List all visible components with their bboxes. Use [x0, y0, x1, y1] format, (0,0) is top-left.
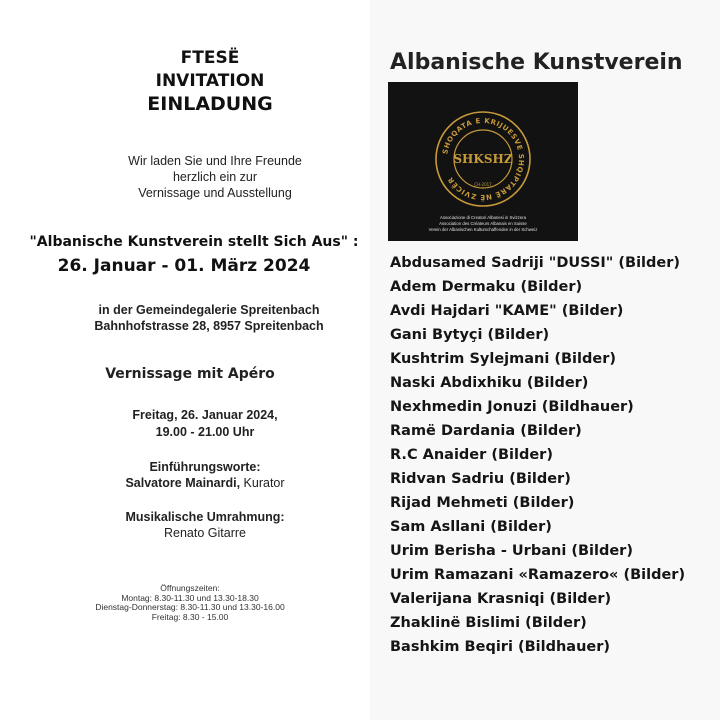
- logo-caption-line: Association des Créateurs Albanais en Suisse: [439, 221, 527, 226]
- venue-line: in der Gemeindegalerie Spreitenbach: [98, 303, 320, 317]
- logo-caption-line: Verein der Albanischen Kulturschaffenden in der Schweiz: [428, 227, 538, 232]
- event-date-time: [20, 407, 390, 441]
- introduction-speaker: [20, 459, 390, 491]
- artist-item: Sam Asllani (Bilder): [390, 519, 552, 535]
- curator-line: [20, 475, 390, 491]
- curator-name: Salvatore Mainardi,: [125, 476, 241, 490]
- artist-item: Valerijana Krasniqi (Bilder): [390, 591, 612, 607]
- vernissage-heading: Vernissage mit Apéro: [105, 366, 275, 382]
- event-time: 19.00 - 21.00 Uhr: [155, 425, 255, 439]
- artist-item: Zhaklinë Bislimi (Bilder): [390, 615, 587, 631]
- music-label: Musikalische Umrahmung:: [125, 510, 285, 524]
- artist-item: Ramë Dardania (Bilder): [390, 423, 582, 439]
- artist-item: Bashkim Beqiri (Bildhauer): [390, 639, 611, 655]
- heading-albanian: FTESË: [180, 48, 240, 68]
- event-date: Freitag, 26. Januar 2024,: [132, 408, 278, 422]
- logo-ring-text: SHOQATA E KRIJUESVE SHQIPTARË NË ZVICËR: [441, 116, 526, 202]
- hours-line: Montag: 8.30-11.30 und 13.30-18.30: [121, 592, 259, 603]
- artist-item: Avdi Hajdari "KAME" (Bilder): [390, 303, 624, 319]
- exhibition-dates: 26. Januar - 01. März 2024: [57, 256, 311, 276]
- intro-words-label: Einführungsworte:: [149, 460, 261, 474]
- intro-line: Vernissage und Ausstellung: [138, 186, 292, 200]
- artist-item: Nexhmedin Jonuzi (Bildhauer): [390, 399, 634, 415]
- artist-item: Rijad Mehmeti (Bilder): [390, 495, 575, 511]
- curator-role: Kurator: [240, 476, 285, 490]
- music-info: [20, 509, 390, 541]
- artist-item: Naski Abdixhiku (Bilder): [390, 375, 589, 391]
- artist-item: Abdusamed Sadriji "DUSSI" (Bilder): [390, 255, 681, 271]
- logo-monogram: SHKSHZ: [453, 152, 513, 166]
- heading-german: EINLADUNG: [147, 93, 273, 115]
- logo-emblem-icon: [388, 82, 578, 241]
- artist-item: Ridvan Sadriu (Bilder): [390, 471, 571, 487]
- hours-title: Öffnungszeiten:: [160, 583, 220, 593]
- artist-list: [390, 251, 685, 659]
- intro-line: Wir laden Sie und Ihre Freunde: [128, 154, 302, 168]
- artist-item: R.C Anaider (Bilder): [390, 447, 553, 463]
- music-name: Renato Gitarre: [164, 526, 246, 540]
- logo-caption-line: Associazione di Creatori Albanesi in Svizzera: [440, 215, 526, 220]
- venue-line: Bahnhofstrasse 28, 8957 Spreitenbach: [94, 319, 324, 333]
- exhibition-title: "Albanische Kunstverein stellt Sich Aus" :: [29, 234, 359, 250]
- invitation-intro: [30, 153, 400, 201]
- venue-address: [24, 302, 394, 334]
- intro-line: herzlich ein zur: [172, 170, 258, 184]
- club-title: Albanische Kunstverein: [390, 50, 683, 75]
- logo-year: CH-2017: [474, 182, 492, 187]
- club-logo: [388, 82, 578, 241]
- artist-item: Kushtrim Sylejmani (Bilder): [390, 351, 616, 367]
- artist-item: Adem Dermaku (Bilder): [390, 279, 583, 295]
- opening-hours: [40, 584, 340, 622]
- artist-item: Urim Berisha - Urbani (Bilder): [390, 543, 633, 559]
- artist-item: Urim Ramazani «Ramazero« (Bilder): [390, 567, 686, 583]
- heading-english: INVITATION: [155, 71, 265, 91]
- hours-line: Freitag: 8.30 - 15.00: [151, 611, 229, 622]
- artist-item: Gani Bytyçi (Bilder): [390, 327, 550, 343]
- hours-line: Dienstag-Donnerstag: 8.30-11.30 und 13.30-16.00: [95, 602, 285, 612]
